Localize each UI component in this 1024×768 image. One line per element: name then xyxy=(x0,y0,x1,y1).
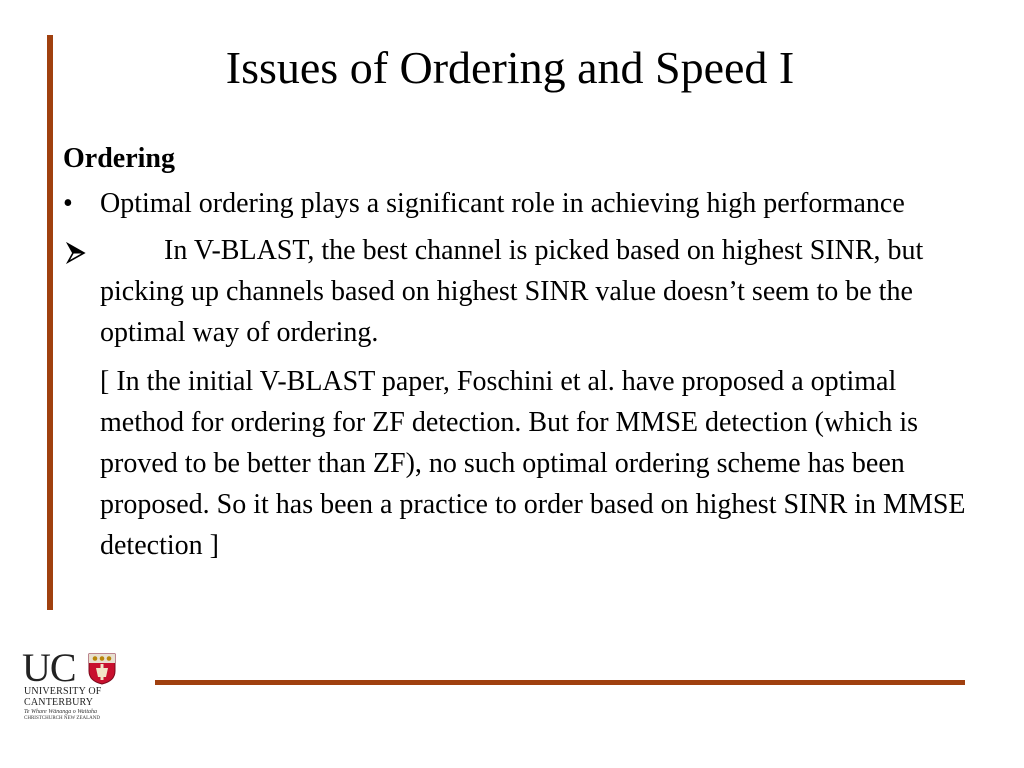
slide-content xyxy=(63,138,973,566)
logo-abbrev: UC xyxy=(22,645,76,690)
logo-line-maori: Te Whare Wānanga o Waitaha xyxy=(24,709,98,715)
slide-title: Issues of Ordering and Speed I xyxy=(225,42,795,93)
university-crest-icon xyxy=(88,653,116,685)
bullet-text: Optimal ordering plays a significant role in achieving high performance xyxy=(100,188,905,219)
footer-rule xyxy=(155,680,965,685)
bullet-marker: • xyxy=(63,188,73,219)
arrow-text: In V-BLAST, the best channel is picked based on highest SINR, but picking up channels based on highest SINR value doesn’t seem to be the optimal way of ordering. xyxy=(100,235,924,348)
left-accent-bar xyxy=(47,35,53,610)
logo-line-university: UNIVERSITY OF xyxy=(24,686,102,697)
note-paragraph: [ In the initial V-BLAST paper, Foschini et al. have proposed a optimal method for ordering for ZF detection. But for MMSE detection (which is proved to be better than ZF), no such optimal ordering scheme has been proposed. So it has been a practice to order based on highest SINR in MMSE detection ] xyxy=(100,366,966,561)
bullet-item xyxy=(63,183,973,224)
arrow-item xyxy=(63,230,973,353)
logo-line-location: CHRISTCHURCH NEW ZEALAND xyxy=(24,716,101,721)
arrow-bullet-icon xyxy=(65,242,87,264)
university-logo xyxy=(22,645,122,728)
logo-line-canterbury: CANTERBURY xyxy=(24,697,94,708)
section-heading: Ordering xyxy=(63,143,175,174)
